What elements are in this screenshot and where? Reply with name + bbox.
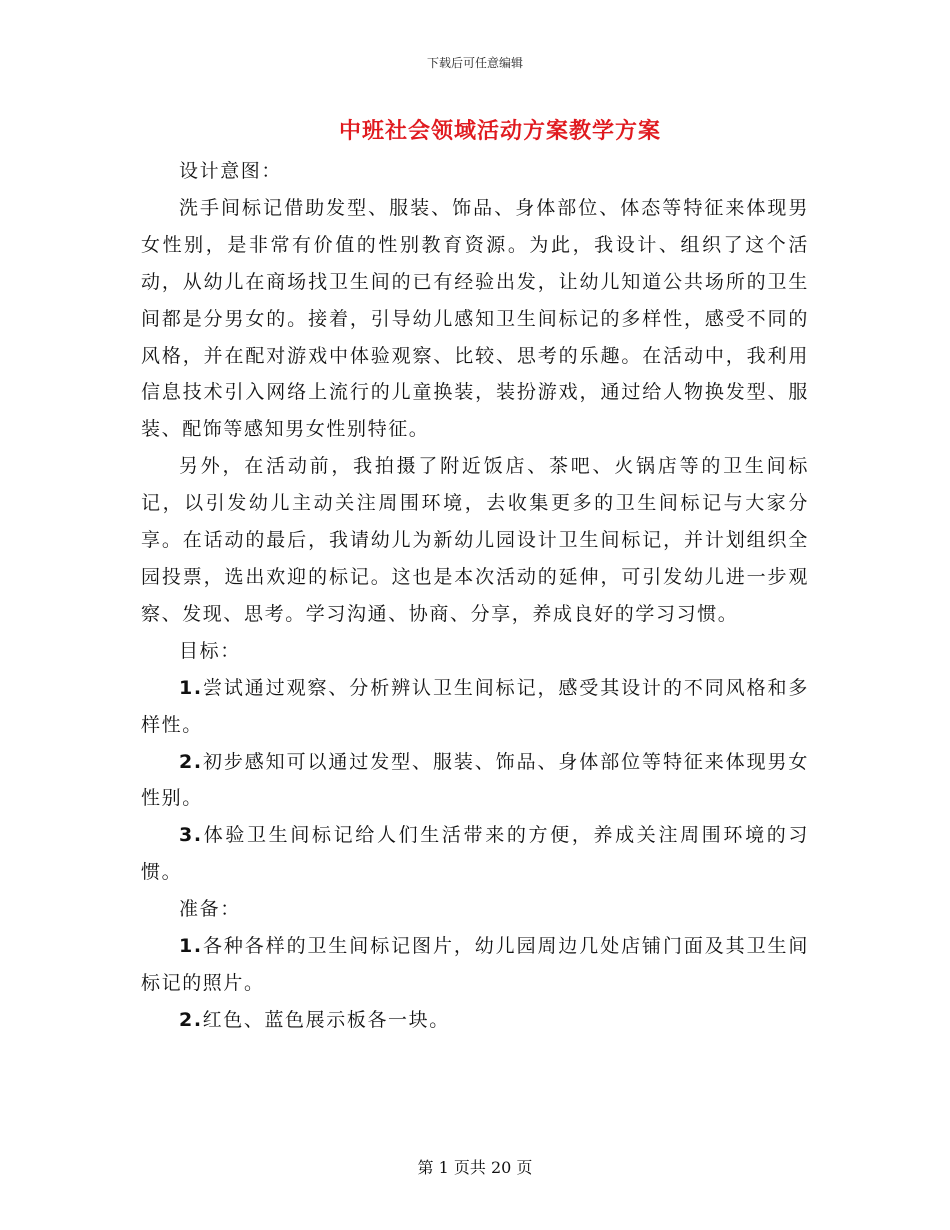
prep-item-2 (141, 1002, 809, 1039)
prep-label: 准备： (179, 898, 241, 921)
page-header: 下载后可任意编辑 (426, 56, 523, 70)
goal-item-3 (141, 817, 809, 891)
goal-number: 1. (179, 676, 203, 699)
goal-number: 3. (179, 824, 203, 847)
design-intent-paragraph-1: 洗手间标记借助发型、服装、饰品、身体部位、体态等特征来体现男女性别，是非常有价值的性别教育资源。为此，我设计、组织了这个活动，从幼儿在商场找卫生间的已有经验出发，让幼儿知道公共场所的卫生间都是分男女的。接着，引导幼儿感知卫生间标记的多样性，感受不同的风格，并在配对游戏中体验观察、比较、思考的乐趣。在活动中，我利用信息技术引入网络上流行的儿童换装，装扮游戏，通过给人物换发型、服装、配饰等感知男女性别特征。 (141, 196, 809, 441)
page-footer: 第 1 页共 20 页 (417, 1158, 533, 1177)
goal-text: 初步感知可以通过发型、服装、饰品、身体部位等特征来体现男女性别。 (141, 750, 809, 810)
goal-text: 体验卫生间标记给人们生活带来的方便，养成关注周围环境的习惯。 (141, 824, 809, 884)
prep-text: 各种各样的卫生间标记图片，幼儿园周边几处店铺门面及其卫生间标记的照片。 (141, 935, 809, 994)
prep-number: 2. (179, 1008, 203, 1031)
goal-item-1 (141, 670, 809, 744)
design-intent-paragraph-2: 另外，在活动前，我拍摄了附近饭店、茶吧、火锅店等的卫生间标记，以引发幼儿主动关注周围环境，去收集更多的卫生间标记与大家分享。在话动的最后，我请幼儿为新幼儿园设计卫生间标记，并计划组织全园投票，选出欢迎的标记。这也是本次活动的延伸，可引发幼儿进一步观察、发现、思考。学习沟通、协商、分享，养成良好的学习习惯。 (141, 455, 809, 625)
document-title: 中班社会领域活动方案教学方案 (338, 118, 661, 144)
prep-number: 1. (179, 935, 203, 958)
goal-text: 尝试通过观察、分析辨认卫生间标记，感受其设计的不同风格和多样性。 (141, 676, 809, 736)
goals-label: 目标： (179, 639, 241, 662)
goal-item-2 (141, 744, 809, 818)
prep-item-1 (141, 928, 809, 1002)
goal-number: 2. (179, 750, 203, 773)
document-body (141, 153, 809, 1039)
prep-text: 红色、蓝色展示板各一块。 (202, 1008, 450, 1031)
design-intent-label: 设计意图： (179, 160, 283, 182)
